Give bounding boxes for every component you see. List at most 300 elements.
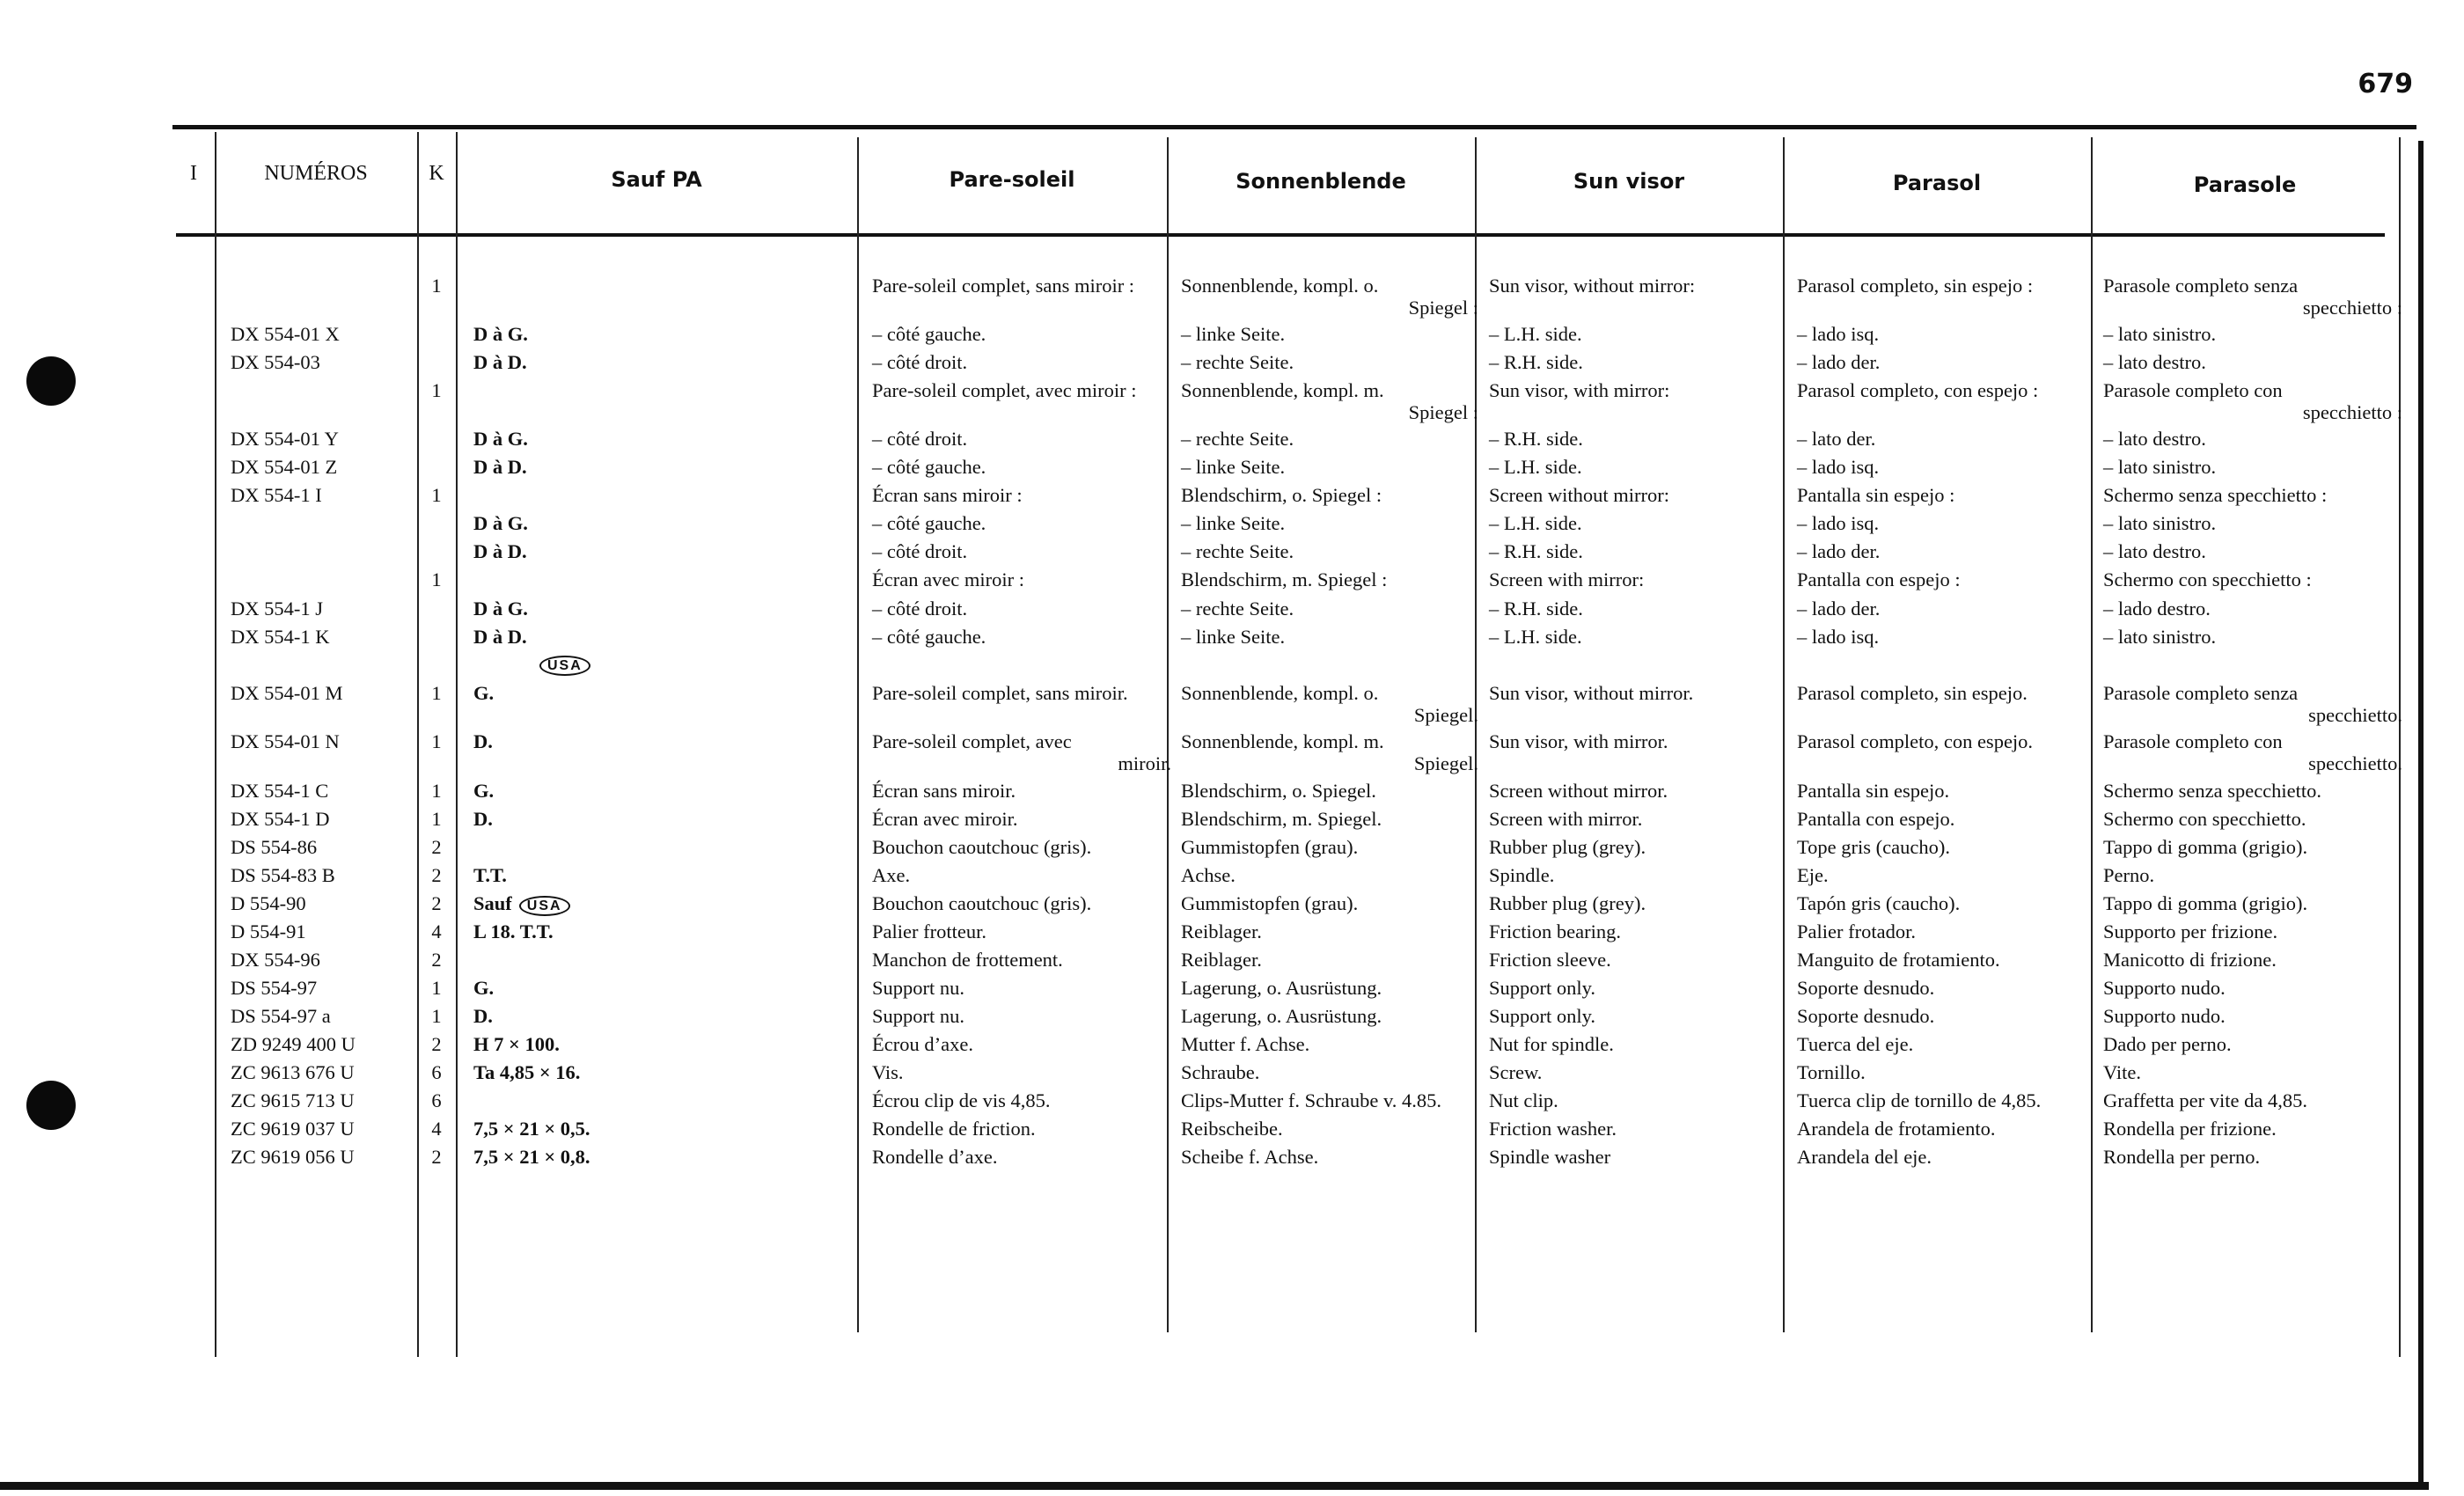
quantity xyxy=(428,1061,445,1083)
italian-text-line: Schermo senza specchietto : xyxy=(2103,484,2328,506)
part-number xyxy=(231,428,415,450)
french-text xyxy=(872,351,1171,373)
german-text xyxy=(1181,864,1478,886)
page-edge-bottom xyxy=(0,1482,2429,1490)
sauf-pa xyxy=(473,598,843,620)
spanish-text-line: Parasol completo, sin espejo : xyxy=(1797,275,2034,297)
spanish-text xyxy=(1797,1089,2096,1111)
sauf-pa-line: D à D. xyxy=(473,540,527,562)
part-number-line: DX 554-01 N xyxy=(231,730,340,752)
english-text-line: Friction bearing. xyxy=(1489,920,1621,942)
french-text xyxy=(872,836,1171,858)
french-text-line: Axe. xyxy=(872,864,911,886)
part-number-line: D 554-91 xyxy=(231,920,306,942)
german-text-line: Reiblager. xyxy=(1181,920,1262,942)
sauf-pa xyxy=(473,323,843,345)
english-text-line: – R.H. side. xyxy=(1489,428,1583,450)
italian-text-line: Dado per perno. xyxy=(2103,1033,2232,1055)
part-number xyxy=(231,836,415,858)
english-text-line: – R.H. side. xyxy=(1489,598,1583,620)
sauf-pa xyxy=(473,1146,843,1168)
english-text-line: – L.H. side. xyxy=(1489,456,1582,478)
french-text xyxy=(872,1146,1171,1168)
english-text xyxy=(1489,780,1786,802)
german-text xyxy=(1181,1089,1478,1111)
sauf-pa xyxy=(473,652,843,676)
spanish-text-line: – lado der. xyxy=(1797,351,1881,373)
italian-text xyxy=(2103,682,2402,726)
italian-text xyxy=(2103,456,2402,478)
english-text xyxy=(1489,598,1786,620)
english-text-line: – L.H. side. xyxy=(1489,512,1582,534)
spanish-text xyxy=(1797,1005,2096,1027)
page-edge-right xyxy=(2418,141,2424,1489)
italian-text-line: Rondella per frizione. xyxy=(2103,1118,2277,1140)
italian-text-line: Parasole completo senza xyxy=(2103,275,2299,297)
french-text-line: Pare-soleil complet, sans miroir. xyxy=(872,682,1128,704)
german-text xyxy=(1181,1061,1478,1083)
spanish-text xyxy=(1797,864,2096,886)
part-number-line: ZC 9615 713 U xyxy=(231,1089,355,1111)
quantity xyxy=(428,1146,445,1168)
italian-text-line: – lato destro. xyxy=(2103,428,2206,450)
sauf-pa xyxy=(473,682,843,704)
italian-text xyxy=(2103,808,2402,830)
spanish-text xyxy=(1797,1061,2096,1083)
spanish-text-line: Pantalla con espejo. xyxy=(1797,808,1955,830)
english-text xyxy=(1489,730,1786,752)
spanish-text-line: Soporte desnudo. xyxy=(1797,1005,1935,1027)
french-text xyxy=(872,275,1171,297)
french-text xyxy=(872,626,1171,648)
spanish-text xyxy=(1797,323,2096,345)
french-text-line: Écran sans miroir : xyxy=(872,484,1023,506)
french-text-line: Pare-soleil complet, sans miroir : xyxy=(872,275,1135,297)
french-text xyxy=(872,977,1171,999)
german-text-line: Achse. xyxy=(1181,864,1236,886)
part-number-line: DX 554-01 M xyxy=(231,682,343,704)
italian-text xyxy=(2103,1033,2402,1055)
sauf-pa-line: D. xyxy=(473,1005,493,1027)
sauf-pa-line: D à G. xyxy=(473,512,528,534)
part-number-line: ZC 9613 676 U xyxy=(231,1061,355,1083)
german-text xyxy=(1181,351,1478,373)
english-text-line: Screen with mirror: xyxy=(1489,568,1645,590)
french-text-line: Manchon de frottement. xyxy=(872,949,1063,971)
column-divider xyxy=(857,137,859,1332)
english-text xyxy=(1489,836,1786,858)
german-text xyxy=(1181,275,1478,319)
spanish-text xyxy=(1797,598,2096,620)
english-text xyxy=(1489,1005,1786,1027)
french-text xyxy=(872,920,1171,942)
german-text-line: – rechte Seite. xyxy=(1181,540,1294,562)
italian-text-line: Manicotto di frizione. xyxy=(2103,949,2277,971)
german-text-line: Schraube. xyxy=(1181,1061,1260,1083)
german-text xyxy=(1181,626,1478,648)
german-text-line: Sonnenblende, kompl. m. xyxy=(1181,379,1384,401)
german-text xyxy=(1181,1146,1478,1168)
part-number-line: DX 554-96 xyxy=(231,949,320,971)
english-text xyxy=(1489,568,1786,590)
german-text xyxy=(1181,949,1478,971)
spanish-text-line: Tornillo. xyxy=(1797,1061,1866,1083)
part-number xyxy=(231,456,415,478)
english-text xyxy=(1489,1061,1786,1083)
english-text-line: Support only. xyxy=(1489,977,1596,999)
french-text-line: – côté gauche. xyxy=(872,323,986,345)
sauf-pa xyxy=(473,808,843,830)
italian-text xyxy=(2103,1118,2402,1140)
sauf-pa xyxy=(473,1005,843,1027)
sauf-pa-line: L 18. T.T. xyxy=(473,920,554,942)
spanish-text-line: Eje. xyxy=(1797,864,1829,886)
part-number xyxy=(231,323,415,345)
italian-text-line: Supporto per frizione. xyxy=(2103,920,2278,942)
french-text-line: Écran avec miroir. xyxy=(872,808,1018,830)
spanish-text xyxy=(1797,512,2096,534)
english-text xyxy=(1489,808,1786,830)
quantity-line: 1 xyxy=(431,379,442,401)
french-text xyxy=(872,428,1171,450)
spanish-text-line: Tuerca clip de tornillo de 4,85. xyxy=(1797,1089,2042,1111)
sauf-pa-line: 7,5 × 21 × 0,8. xyxy=(473,1146,590,1168)
sauf-pa-line: D à D. xyxy=(473,456,527,478)
german-text-line: Sonnenblende, kompl. o. xyxy=(1181,275,1379,297)
italian-text xyxy=(2103,379,2402,423)
quantity xyxy=(428,568,445,590)
german-text xyxy=(1181,780,1478,802)
french-text-line: Palier frotteur. xyxy=(872,920,986,942)
sauf-pa-line: 7,5 × 21 × 0,5. xyxy=(473,1118,590,1140)
sauf-pa xyxy=(473,351,843,373)
french-text xyxy=(872,456,1171,478)
part-number xyxy=(231,892,415,914)
spanish-text xyxy=(1797,1033,2096,1055)
german-text-line: Reibscheibe. xyxy=(1181,1118,1283,1140)
sauf-pa-line: D à G. xyxy=(473,428,528,450)
french-text-line: Pare-soleil complet, avec miroir : xyxy=(872,379,1137,401)
french-text-line: Pare-soleil complet, avec xyxy=(872,730,1072,752)
french-text xyxy=(872,484,1171,506)
german-text xyxy=(1181,836,1478,858)
part-number xyxy=(231,1005,415,1027)
part-number-line: DS 554-97 a xyxy=(231,1005,331,1027)
part-number-line: DX 554-1 I xyxy=(231,484,322,506)
part-number xyxy=(231,484,415,506)
part-number-line: DX 554-1 D xyxy=(231,808,330,830)
header-k: K xyxy=(429,162,444,185)
french-text-line: – côté droit. xyxy=(872,351,968,373)
french-text-line: – côté droit. xyxy=(872,598,968,620)
italian-text xyxy=(2103,598,2402,620)
quantity xyxy=(428,949,445,971)
english-text-line: Screen without mirror. xyxy=(1489,780,1668,802)
french-text-line: Rondelle de friction. xyxy=(872,1118,1036,1140)
spanish-text-line: Parasol completo, con espejo. xyxy=(1797,730,2034,752)
french-text-line: Vis. xyxy=(872,1061,904,1083)
french-text xyxy=(872,892,1171,914)
binder-hole-top xyxy=(26,356,76,406)
header-numeros: NUMÉROS xyxy=(264,162,368,185)
part-number xyxy=(231,949,415,971)
english-text-line: Sun visor, with mirror. xyxy=(1489,730,1668,752)
french-text xyxy=(872,808,1171,830)
german-text-line: Blendschirm, o. Spiegel : xyxy=(1181,484,1382,506)
header-italian: Parasole xyxy=(2193,172,2297,197)
italian-text-line: – lato sinistro. xyxy=(2103,626,2217,648)
header-english: Sun visor xyxy=(1573,169,1685,194)
german-text xyxy=(1181,379,1478,423)
french-text-line: Bouchon caoutchouc (gris). xyxy=(872,892,1092,914)
part-number-line: DX 554-01 Z xyxy=(231,456,338,478)
french-text xyxy=(872,1118,1171,1140)
spanish-text xyxy=(1797,379,2096,401)
german-text-line: Blendschirm, m. Spiegel. xyxy=(1181,808,1382,830)
sauf-pa-line: D à D. xyxy=(473,351,527,373)
spanish-text xyxy=(1797,836,2096,858)
english-text-line: Screen with mirror. xyxy=(1489,808,1643,830)
english-text-line: Nut for spindle. xyxy=(1489,1033,1614,1055)
sauf-pa xyxy=(473,428,843,450)
english-text-line: Nut clip. xyxy=(1489,1089,1558,1111)
part-number-line: DX 554-1 J xyxy=(231,598,323,620)
german-text-line: Lagerung, o. Ausrüstung. xyxy=(1181,1005,1382,1027)
sauf-pa xyxy=(473,512,843,534)
french-text xyxy=(872,1089,1171,1111)
french-text xyxy=(872,1005,1171,1027)
english-text xyxy=(1489,379,1786,401)
quantity-line: 1 xyxy=(431,730,442,752)
sauf-pa-line: G. xyxy=(473,780,495,802)
quantity xyxy=(428,682,445,704)
sauf-pa xyxy=(473,626,843,648)
part-number xyxy=(231,864,415,886)
german-text-line: – linke Seite. xyxy=(1181,626,1286,648)
spanish-text xyxy=(1797,351,2096,373)
french-text xyxy=(872,949,1171,971)
german-text-line: – rechte Seite. xyxy=(1181,598,1294,620)
english-text xyxy=(1489,920,1786,942)
german-text xyxy=(1181,512,1478,534)
italian-text-continuation: specchietto. xyxy=(2308,752,2402,774)
quantity-line: 1 xyxy=(431,977,442,999)
german-text-line: Gummistopfen (grau). xyxy=(1181,892,1359,914)
italian-text xyxy=(2103,920,2402,942)
french-text-line: Écrou clip de vis 4,85. xyxy=(872,1089,1051,1111)
italian-text-line: – lado destro. xyxy=(2103,598,2211,620)
quantity-line: 1 xyxy=(431,1005,442,1027)
italian-text xyxy=(2103,351,2402,373)
quantity-line: 1 xyxy=(431,275,442,297)
french-text-line: Écrou d’axe. xyxy=(872,1033,973,1055)
french-text-line: – côté droit. xyxy=(872,428,968,450)
english-text xyxy=(1489,540,1786,562)
sauf-pa-line: D. xyxy=(473,808,493,830)
german-text-line: Reiblager. xyxy=(1181,949,1262,971)
german-text xyxy=(1181,682,1478,726)
french-text-line: Support nu. xyxy=(872,977,965,999)
italian-text xyxy=(2103,540,2402,562)
italian-text xyxy=(2103,1061,2402,1083)
french-text-line: Support nu. xyxy=(872,1005,965,1027)
part-number-line: DS 554-97 xyxy=(231,977,318,999)
sauf-pa xyxy=(473,864,843,886)
english-text xyxy=(1489,323,1786,345)
spanish-text xyxy=(1797,626,2096,648)
quantity xyxy=(428,1033,445,1055)
english-text-line: Screw. xyxy=(1489,1061,1543,1083)
quantity xyxy=(428,892,445,914)
english-text-line: Spindle washer xyxy=(1489,1146,1611,1168)
italian-text-line: Graffetta per vite da 4,85. xyxy=(2103,1089,2307,1111)
column-divider xyxy=(456,132,458,1357)
french-text xyxy=(872,323,1171,345)
part-number-line: DS 554-83 B xyxy=(231,864,335,886)
italian-text xyxy=(2103,949,2402,971)
spanish-text xyxy=(1797,275,2096,297)
part-number xyxy=(231,808,415,830)
quantity-line: 1 xyxy=(431,568,442,590)
sauf-pa xyxy=(473,780,843,802)
english-text xyxy=(1489,682,1786,704)
italian-text xyxy=(2103,484,2402,506)
german-text-line: Blendschirm, m. Spiegel : xyxy=(1181,568,1388,590)
german-text xyxy=(1181,568,1478,590)
spanish-text-line: – lado isq. xyxy=(1797,456,1880,478)
part-number-line: ZD 9249 400 U xyxy=(231,1033,356,1055)
german-text xyxy=(1181,892,1478,914)
spanish-text xyxy=(1797,1118,2096,1140)
german-text-line: – rechte Seite. xyxy=(1181,351,1294,373)
italian-text-continuation: specchietto : xyxy=(2302,297,2402,319)
header-sauf-pa: Sauf PA xyxy=(611,167,702,192)
german-text xyxy=(1181,598,1478,620)
italian-text xyxy=(2103,512,2402,534)
english-text-line: Friction washer. xyxy=(1489,1118,1617,1140)
italian-text-line: Schermo con specchietto : xyxy=(2103,568,2312,590)
german-text xyxy=(1181,323,1478,345)
spanish-text-line: – lado isq. xyxy=(1797,512,1880,534)
sauf-pa-line: Sauf xyxy=(473,892,512,914)
french-text-line: – côté gauche. xyxy=(872,456,986,478)
italian-text xyxy=(2103,780,2402,802)
french-text xyxy=(872,512,1171,534)
binder-hole-bottom xyxy=(26,1081,76,1130)
table-top-rule xyxy=(172,125,2416,129)
quantity-line: 6 xyxy=(431,1089,442,1111)
quantity-line: 1 xyxy=(431,780,442,802)
spanish-text xyxy=(1797,808,2096,830)
usa-stamp: USA xyxy=(519,896,570,916)
english-text-line: Screen without mirror: xyxy=(1489,484,1669,506)
part-number-line: D 554-90 xyxy=(231,892,306,914)
german-text-continuation: Spiegel. xyxy=(1413,704,1478,726)
german-text-line: – rechte Seite. xyxy=(1181,428,1294,450)
italian-text-line: Parasole completo senza xyxy=(2103,682,2299,704)
part-number xyxy=(231,1061,415,1083)
part-number xyxy=(231,351,415,373)
italian-text-line: Schermo con specchietto. xyxy=(2103,808,2306,830)
english-text xyxy=(1489,626,1786,648)
italian-text-line: Tappo di gomma (grigio). xyxy=(2103,892,2308,914)
spanish-text-line: Tapón gris (caucho). xyxy=(1797,892,1961,914)
german-text xyxy=(1181,484,1478,506)
quantity xyxy=(428,1118,445,1140)
english-text-line: – L.H. side. xyxy=(1489,323,1582,345)
english-text xyxy=(1489,1118,1786,1140)
english-text-line: Sun visor, without mirror. xyxy=(1489,682,1694,704)
german-text xyxy=(1181,428,1478,450)
quantity xyxy=(428,864,445,886)
spanish-text xyxy=(1797,892,2096,914)
english-text-line: – R.H. side. xyxy=(1489,351,1583,373)
english-text xyxy=(1489,456,1786,478)
sauf-pa-line: D à G. xyxy=(473,598,528,620)
french-text-line: – côté droit. xyxy=(872,540,968,562)
italian-text xyxy=(2103,1005,2402,1027)
quantity-line: 2 xyxy=(431,1146,442,1168)
sauf-pa xyxy=(473,540,843,562)
german-text-continuation: Spiegel : xyxy=(1408,297,1478,319)
italian-text-line: Schermo senza specchietto. xyxy=(2103,780,2322,802)
spanish-text-line: Parasol completo, con espejo : xyxy=(1797,379,2039,401)
italian-text xyxy=(2103,730,2402,774)
part-number xyxy=(231,977,415,999)
sauf-pa xyxy=(473,1061,843,1083)
spanish-text xyxy=(1797,428,2096,450)
french-text-line: Rondelle d’axe. xyxy=(872,1146,998,1168)
spanish-text-line: Pantalla sin espejo. xyxy=(1797,780,1950,802)
spanish-text xyxy=(1797,977,2096,999)
french-text xyxy=(872,379,1171,401)
sauf-pa xyxy=(473,920,843,942)
header-spanish: Parasol xyxy=(1892,171,1982,195)
header-french: Pare-soleil xyxy=(949,167,1075,192)
german-text-line: Blendschirm, o. Spiegel. xyxy=(1181,780,1376,802)
sauf-pa xyxy=(473,456,843,478)
italian-text-line: – lato sinistro. xyxy=(2103,323,2217,345)
part-number xyxy=(231,1033,415,1055)
sauf-pa-line: H 7 × 100. xyxy=(473,1033,560,1055)
italian-text-continuation: specchietto. xyxy=(2308,704,2402,726)
sauf-pa-line: G. xyxy=(473,682,495,704)
italian-text xyxy=(2103,836,2402,858)
quantity-line: 6 xyxy=(431,1061,442,1083)
sauf-pa xyxy=(473,730,843,752)
part-number-line: DX 554-1 K xyxy=(231,626,330,648)
italian-text xyxy=(2103,864,2402,886)
part-number-line: DX 554-03 xyxy=(231,351,320,373)
spanish-text-line: Pantalla sin espejo : xyxy=(1797,484,1955,506)
spanish-text xyxy=(1797,949,2096,971)
part-number-line: DX 554-01 X xyxy=(231,323,340,345)
german-text xyxy=(1181,920,1478,942)
spanish-text xyxy=(1797,682,2096,704)
spanish-text-line: Arandela de frotamiento. xyxy=(1797,1118,1996,1140)
french-text-continuation: miroir. xyxy=(1118,752,1171,774)
italian-text xyxy=(2103,626,2402,648)
french-text-line: Bouchon caoutchouc (gris). xyxy=(872,836,1092,858)
header-german: Sonnenblende xyxy=(1236,169,1406,194)
part-number xyxy=(231,1146,415,1168)
sauf-pa xyxy=(473,892,843,916)
german-text-line: Clips-Mutter f. Schraube v. 4.85. xyxy=(1181,1089,1441,1111)
italian-text xyxy=(2103,275,2402,319)
italian-text-line: – lato destro. xyxy=(2103,540,2206,562)
spanish-text-line: Palier frotador. xyxy=(1797,920,1916,942)
sauf-pa xyxy=(473,977,843,999)
